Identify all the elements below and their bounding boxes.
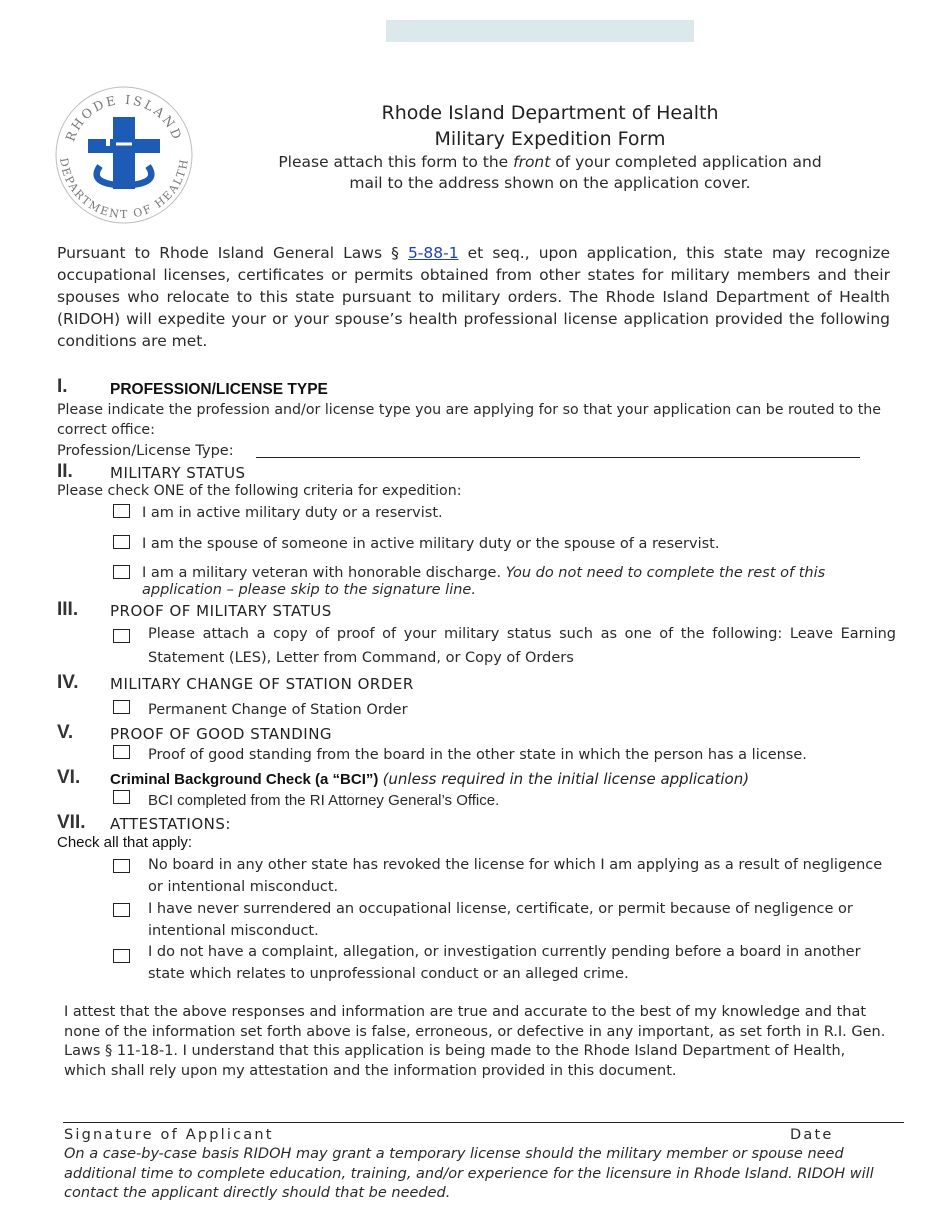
checkbox-spouse[interactable] — [113, 535, 130, 549]
pcs-order-text: Permanent Change of Station Order — [148, 702, 408, 718]
attest-no-revocation: No board in any other state has revoked the license for which I am applying as a result of negligence or intentional misconduct. — [148, 857, 883, 895]
attestation-paragraph: I attest that the above responses and information are true and accurate to the best of my knowledge and that none of the information set forth above is false, erroneous, or defective in any important, as set forth in R.I. Gen. Laws § 11-18-1. I understand that this application is being made to the Rhode Island Department of Health, which shall rely upon my attestation and the information provided in this document. — [64, 1004, 886, 1079]
profession-input-line[interactable] — [256, 457, 860, 458]
section-3-title: PROOF OF MILITARY STATUS — [110, 602, 332, 620]
top-banner — [386, 20, 694, 42]
attest-no-surrender: I have never surrendered an occupational license, certificate, or permit because of negligence or intentional misconduct. — [148, 901, 853, 939]
section-3-numeral: III. — [57, 599, 79, 620]
signature-line[interactable] — [63, 1122, 904, 1123]
profession-field-label: Profession/License Type: — [57, 443, 234, 459]
checkbox-no-revocation[interactable] — [113, 859, 130, 873]
section-2-instruction: Please check ONE of the following criteria for expedition: — [57, 483, 462, 499]
section-5-title: PROOF OF GOOD STANDING — [110, 725, 333, 743]
signature-label: Signature of Applicant — [64, 1127, 274, 1143]
option-veteran: I am a military veteran with honorable discharge. You do not need to complete the rest of this application – please skip to the signature line. — [142, 565, 826, 598]
section-7-title: ATTESTATIONS: — [110, 815, 231, 833]
section-2-numeral: II. — [57, 461, 73, 482]
section-5-numeral: V. — [57, 722, 74, 743]
attest-no-pending: I do not have a complaint, allegation, or investigation currently pending before a board in another state which relates to unprofessional conduct or an alleged crime. — [148, 944, 861, 982]
law-link[interactable]: 5-88-1 — [407, 244, 459, 262]
checkbox-good-standing[interactable] — [113, 745, 130, 759]
section-4-numeral: IV. — [57, 672, 79, 693]
proof-military-text: Please attach a copy of proof of your military status such as one of the following: Leave Earning Statement (LES), Letter from Command, or Copy of Orders — [148, 626, 896, 666]
svg-text:RHODE ISLAND: RHODE ISLAND — [62, 91, 186, 144]
intro-paragraph: Pursuant to Rhode Island General Laws § 5-88-1 et seq., upon application, this state may recognize occupational licenses, certificates or permits obtained from other states for military members and their spouses who relocate to this state pursuant to military orders. The Rhode Island Department of Health (RIDOH) will expedite your or your spouse’s health professional license application provided the following conditions are met. — [57, 244, 891, 350]
checkbox-pcs-order[interactable] — [113, 700, 130, 714]
ridoh-seal-logo — [50, 84, 198, 226]
form-heading — [240, 100, 860, 152]
checkbox-veteran[interactable] — [113, 565, 130, 579]
bci-text: BCI completed from the RI Attorney General’s Office. — [148, 792, 500, 809]
section-1-instruction: Please indicate the profession and/or license type you are applying for so that your application can be routed to the correct office: — [57, 402, 881, 438]
option-active-duty: I am in active military duty or a reservist. — [142, 505, 443, 521]
footnote: On a case-by-case basis RIDOH may grant a temporary license should the military member or spouse need additional time to complete education, training, and/or experience for the licensure in Rhode Island. RIDOH will contact the applicant directly should that be needed. — [64, 1146, 874, 1201]
section-7-numeral: VII. — [57, 812, 86, 833]
section-6-title: Criminal Background Check (a “BCI”) (unless required in the initial license application) — [110, 770, 750, 788]
section-2-title: MILITARY STATUS — [110, 464, 246, 482]
section-1-numeral: I. — [57, 376, 68, 397]
checkbox-bci[interactable] — [113, 790, 130, 804]
section-4-title: MILITARY CHANGE OF STATION ORDER — [110, 675, 414, 693]
org-name: Rhode Island Department of Health — [381, 102, 719, 124]
checkbox-no-pending[interactable] — [113, 949, 130, 963]
good-standing-text: Proof of good standing from the board in the other state in which the person has a license. — [148, 747, 807, 763]
date-label: Date — [790, 1127, 834, 1143]
form-title: Military Expedition Form — [434, 128, 666, 150]
checkbox-no-surrender[interactable] — [113, 903, 130, 917]
svg-text:DEPARTMENT OF HEALTH: DEPARTMENT OF HEALTH — [56, 156, 192, 222]
section-6-numeral: VI. — [57, 767, 81, 788]
section-1-title: PROFESSION/LICENSE TYPE — [110, 381, 328, 398]
form-instructions: Please attach this form to the front of your completed application and mail to the address shown on the application cover. — [278, 153, 822, 192]
section-7-instruction: Check all that apply: — [57, 834, 193, 851]
checkbox-proof-military[interactable] — [113, 629, 130, 643]
option-spouse: I am the spouse of someone in active military duty or the spouse of a reservist. — [142, 536, 720, 552]
checkbox-active-duty[interactable] — [113, 504, 130, 518]
